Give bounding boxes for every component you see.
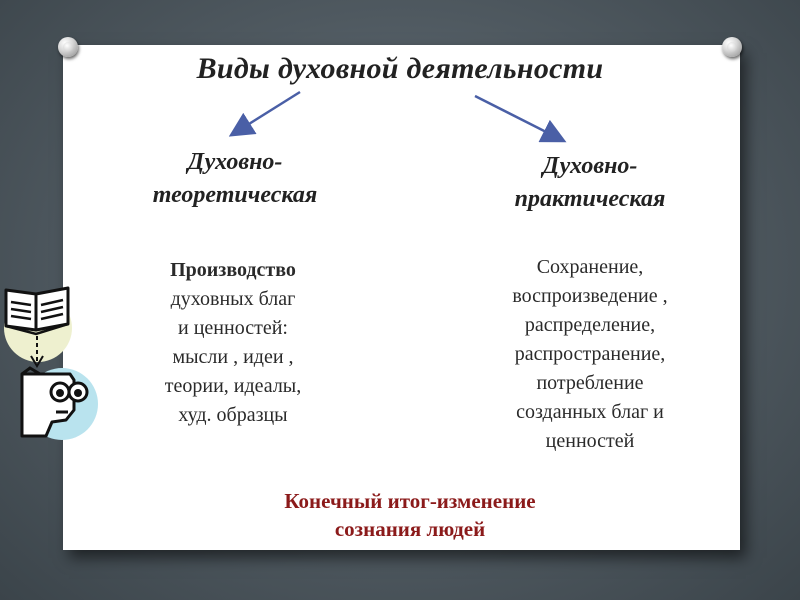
right-heading — [460, 150, 720, 216]
result-line-1: Конечный итог-изменение — [284, 489, 536, 513]
arrow-left — [233, 92, 300, 134]
right-line-7: ценностей — [545, 430, 635, 452]
left-heading-line-1: Духовно- — [187, 149, 283, 175]
left-line-4: мысли , идеи , — [172, 346, 294, 368]
thinking-head-icon — [12, 366, 102, 442]
right-description — [470, 253, 710, 456]
result-line-2: сознания людей — [334, 517, 486, 541]
right-heading-line-2: практическая — [514, 186, 666, 212]
right-heading-line-1: Духовно- — [542, 153, 638, 179]
right-line-5: потребление — [536, 372, 644, 394]
left-line-2: духовных благ — [170, 288, 296, 310]
left-line-6: худ. образцы — [178, 404, 288, 426]
left-description — [128, 256, 338, 430]
right-line-1: Сохранение, — [536, 256, 644, 278]
left-line-1: Производство — [170, 259, 296, 281]
left-heading-line-2: теоретическая — [152, 182, 318, 208]
left-line-3: и ценностей: — [178, 317, 288, 339]
book-icon — [0, 278, 82, 368]
result-text — [250, 487, 570, 543]
left-line-5: теории, идеалы, — [164, 375, 302, 397]
right-line-4: распространение, — [514, 343, 666, 365]
left-heading — [110, 146, 360, 212]
right-line-2: воспроизведение , — [512, 285, 668, 307]
slide-title: Виды духовной деятельности — [196, 52, 604, 85]
right-line-3: распределение, — [524, 314, 656, 336]
arrow-right — [475, 96, 562, 140]
right-line-6: созданных благ и — [516, 401, 664, 423]
